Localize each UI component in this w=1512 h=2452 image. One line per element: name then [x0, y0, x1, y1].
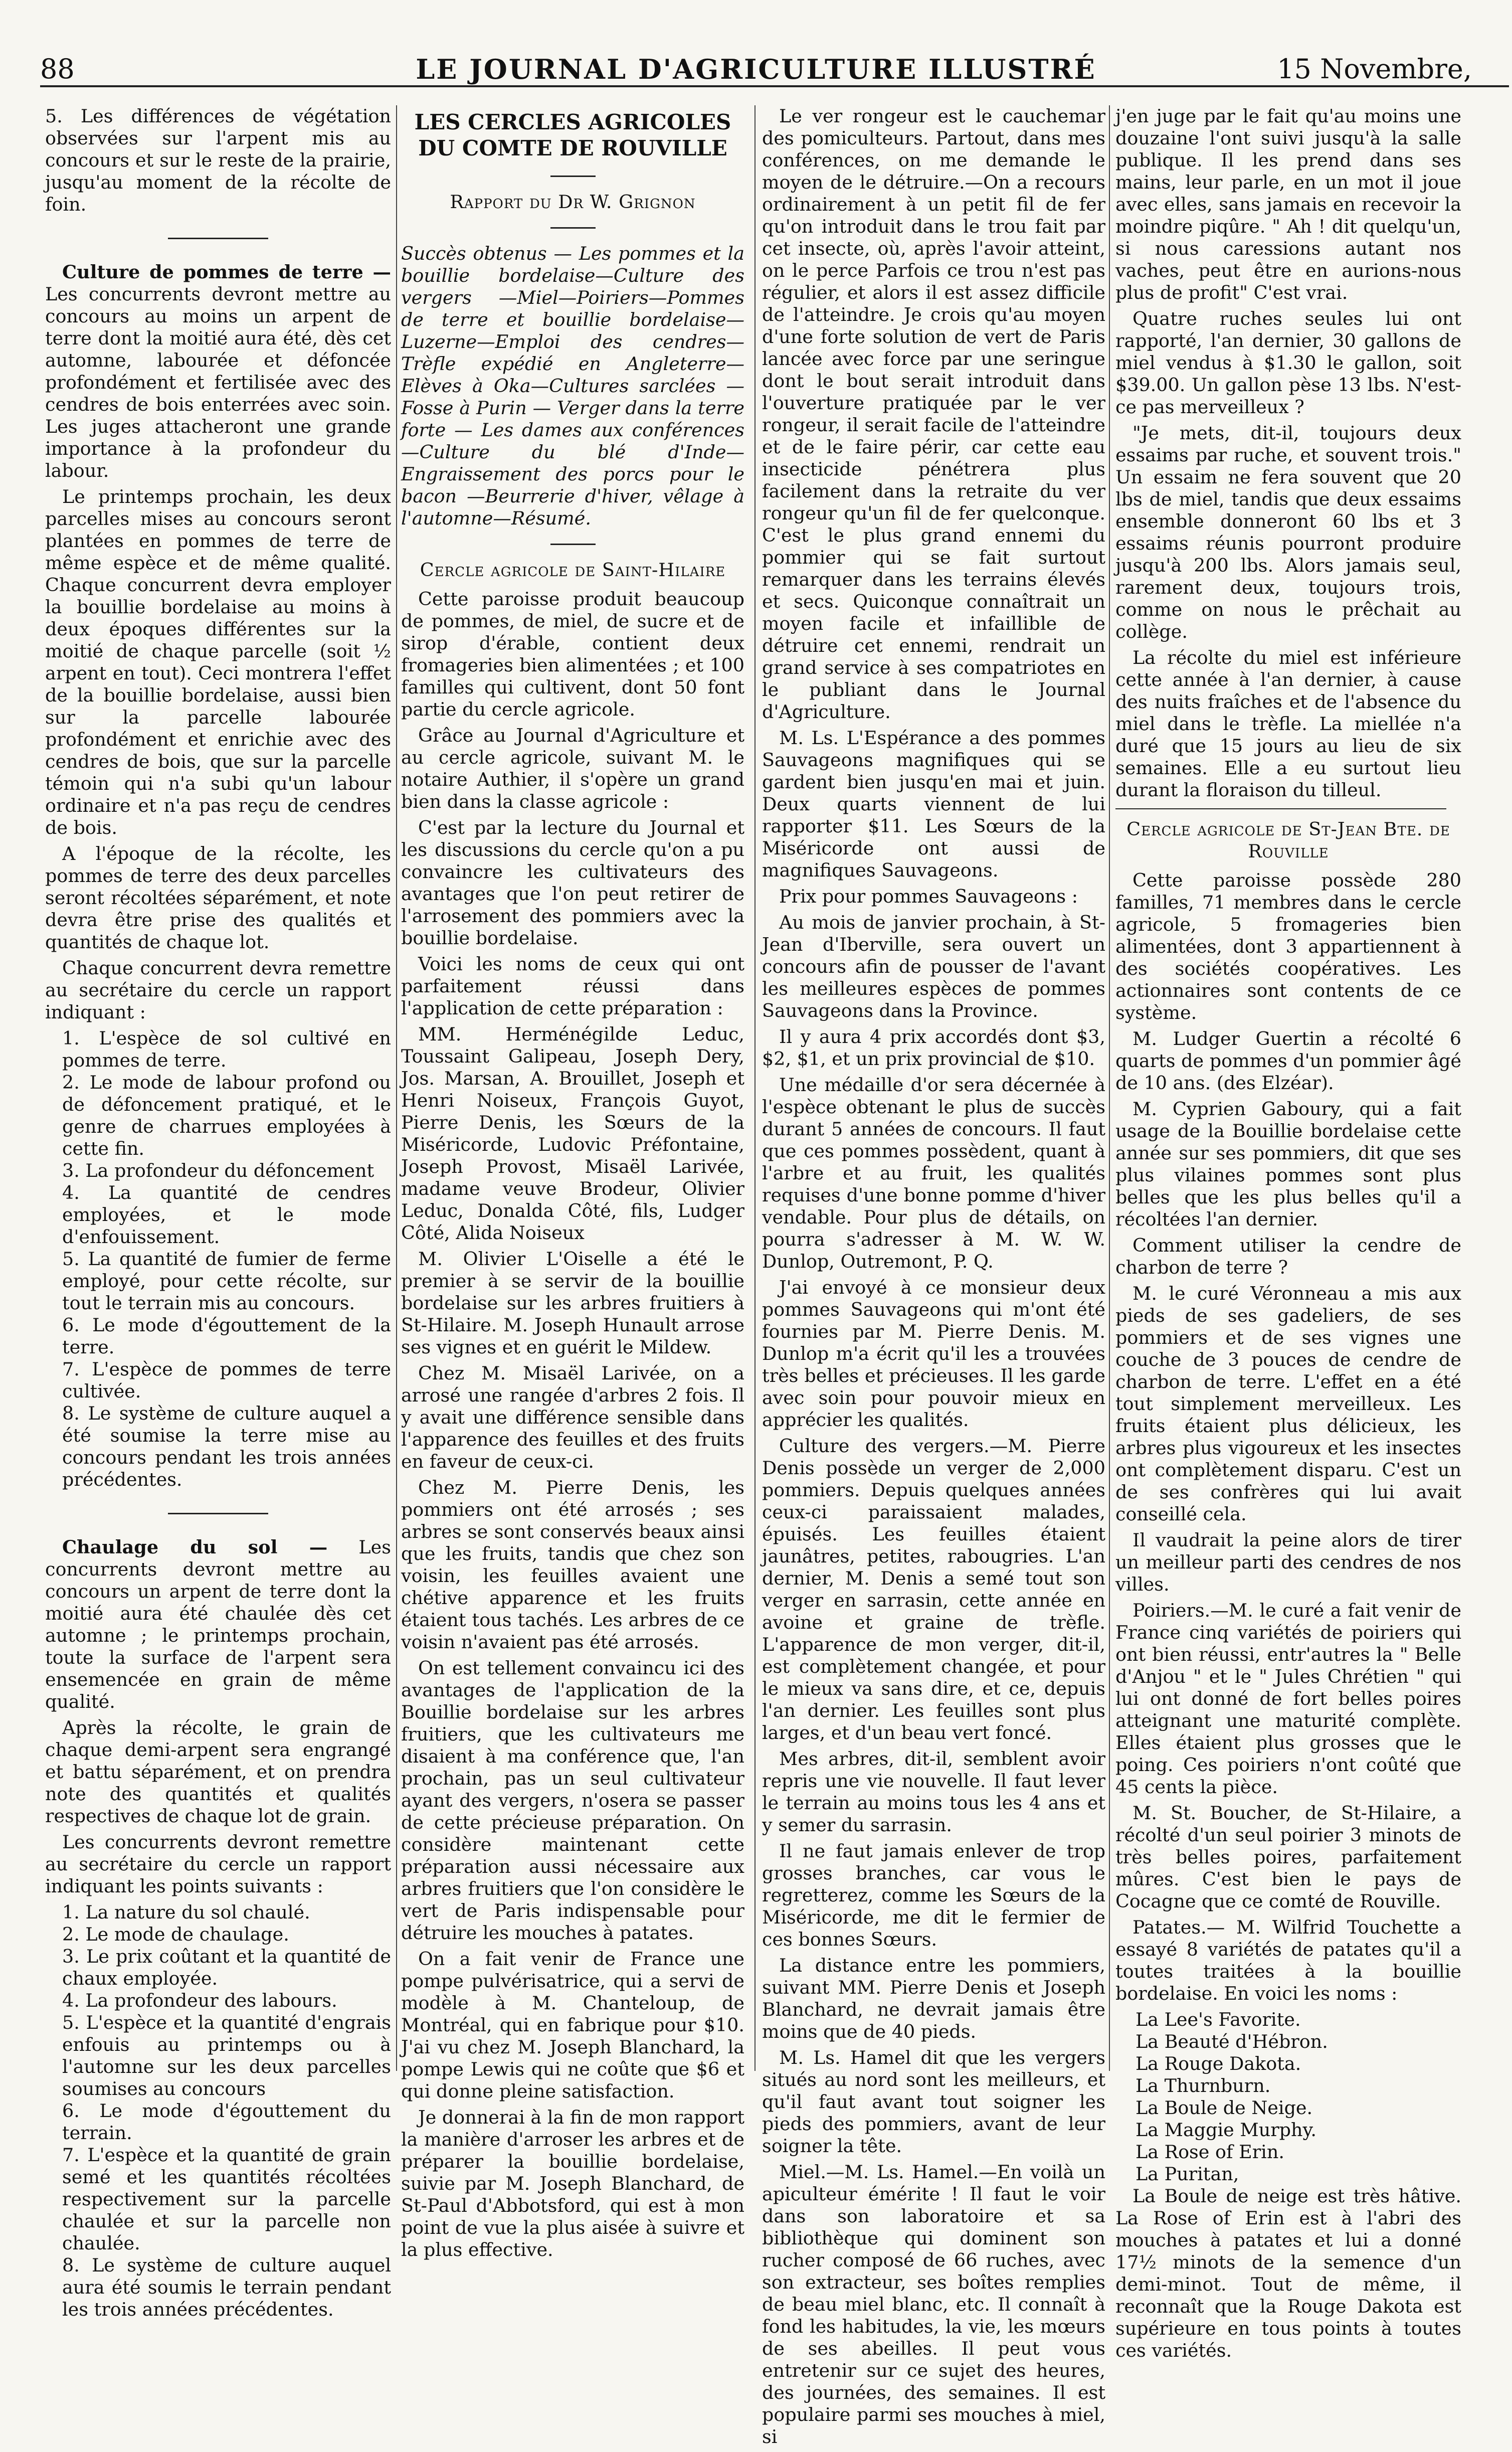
paragraph: M. Olivier L'Oiselle a été le premier à se servir de la bouillie bordelaise sur les arbres fruitiers à St-Hilaire. M. Joseph Hunault arrose ses vignes et en guérit le Mildew.	[401, 1248, 744, 1358]
column-3	[762, 105, 1105, 2452]
paragraph-text: Les concurrents devront mettre au concours au moins un arpent de terre dont la moitié aura été, dès cet automne, labourée et défoncée profondément et fertilisée avec des cendres de bois enterrées avec soin. Les juges attacheront une grande importance à la profondeur du labour.	[45, 283, 391, 481]
list-item: 7. L'espèce de pommes de terre cultivée.	[62, 1358, 391, 1402]
list-item: 4. La quantité de cendres employées, et le mode d'enfouissement.	[62, 1182, 391, 1248]
paragraph: M. St. Boucher, de St-Hilaire, a récolté d'un seul poirier 3 minots de très belles poires, parfaitement mûres. C'est bien le pays de Cocagne que ce comté de Rouville.	[1115, 1802, 1461, 1912]
paragraph: On est tellement convaincu ici des avantages de l'application de la Bouillie bordelaise sur les arbres fruitiers, que les cultivateurs me disaient à ma conférence que, l'an prochain, pas un seul cultivateur ayant des vergers, n'osera se passer de cette précieuse préparation. On considère maintenant cette préparation aussi nécessaire aux arbres fruitiers que l'on considère le vert de Paris indispensable pour détruire les mouches à patates.	[401, 1657, 744, 1944]
issue-date: 15 Novembre,	[1277, 53, 1472, 85]
list-item: 8. Le système de culture auquel aura été soumis le terrain pendant les trois années précédentes.	[62, 2254, 391, 2320]
paragraph: j'en juge par le fait qu'au moins une douzaine l'ont suivi jusqu'à la salle publique. Il les prend dans ses mains, leur parle, en un mot il joue avec elles, sans jamais en recevoir la moindre piqûre. " Ah ! dit quelqu'un, si nous caressions autant nos vaches, peut être en aurions-nous plus de profit" C'est vrai.	[1115, 105, 1461, 303]
column-divider	[1109, 105, 1110, 2071]
paragraph: Cette paroisse produit beaucoup de pommes, de miel, de sucre et de sirop d'érable, contient deux fromageries bien alimentées ; et 100 familles qui cultivent, dont 50 font partie du cercle agricole.	[401, 588, 744, 720]
section-heading: Cercle agricole de Saint-Hilaire	[420, 559, 726, 581]
paragraph: La récolte du miel est inférieure cette année à l'an dernier, à cause des nuits fraîches et de l'absence du miel dans le trèfle. La miellée n'a duré que 15 jours au lieu de six semaines. Elle a eu surtout lieu durant la floraison du tilleul.	[1115, 647, 1461, 801]
section-heading: Chaulage du sol —	[62, 1536, 328, 1558]
list-item: La Maggie Murphy.	[1136, 2119, 1316, 2141]
paragraph	[45, 261, 391, 482]
paragraph: M. Ls. L'Espérance a des pommes Sauvageons magnifiques qui se gardent bien jusqu'en mai et juin. Deux quarts viennent de lui rapporter $11. Les Sœurs de la Miséricorde ont aussi de magnifiques Sauvageons.	[762, 727, 1105, 881]
list-item: 6. Le mode d'égouttement du terrain.	[62, 2100, 391, 2144]
list-item: 6. Le mode d'égouttement de la terre.	[62, 1314, 391, 1358]
list-item: La Beauté d'Hébron.	[1136, 2031, 1328, 2052]
paragraph: 5. Les différences de végétation observées sur l'arpent mis au concours et sur le reste de la prairie, jusqu'au moment de la récolte de foin.	[45, 105, 391, 215]
byline-rule	[550, 227, 596, 229]
paragraph: C'est par la lecture du Journal et les discussions du cercle qu'on a pu convaincre les cultivateurs des avantages que l'on peut retirer de l'arrosement des pommiers avec la bouillie bordelaise.	[401, 817, 744, 949]
paragraph: Le printemps prochain, les deux parcelles mises au concours seront plantées en pommes de terre de même espèce et de même qualité. Chaque concurrent devra employer la bouillie bordelaise au moins à deux époques différentes sur la moitié de chaque parcelle (soit ½ arpent en tout). Ceci montrera l'effet de la bouillie bordelaise, aussi bien sur la parcelle labourée profondément et enrichie avec des cendres de bois, que sur la parcelle témoin qui n'a subi qu'un labour ordinaire et n'a pas reçu de cendres de bois.	[45, 486, 391, 838]
paragraph: Comment utiliser la cendre de charbon de terre ?	[1115, 1235, 1461, 1278]
paragraph-text: Les concurrents devront mettre au concours un arpent de terre dont la moitié aura été chaulée dès cet automne ; le printemps prochain, toute la surface de l'arpent sera ensemencée en grain de même qualité.	[45, 1536, 391, 1712]
paragraph: Chez M. Misaël Larivée, on a arrosé une rangée d'arbres 2 fois. Il y avait une différence sensible dans l'apparence des feuilles et des fruits en faveur de ceux-ci.	[401, 1362, 744, 1472]
paragraph: Quatre ruches seules lui ont rapporté, l'an dernier, 30 gallons de miel vendus à $1.30 le gallon, soit $39.00. Un gallon pèse 13 lbs. N'est-ce pas merveilleux ?	[1115, 308, 1461, 418]
paragraph: Après la récolte, le grain de chaque demi-arpent sera engrangé et battu séparément, et on prendra note des quantités et qualités respectives de chaque lot de grain.	[45, 1717, 391, 1827]
column-1	[45, 105, 391, 2321]
list-item: La Thurnburn.	[1136, 2075, 1271, 2096]
page-header	[40, 43, 1512, 86]
list-item: 7. L'espèce et la quantité de grain semé et les quantités récoltées respectivement sur la parcelle chaulée et sur la parcelle non chaulée.	[62, 2144, 391, 2254]
header-rule	[40, 85, 1509, 87]
list-item: La Rouge Dakota.	[1136, 2053, 1301, 2074]
paragraph: Chaque concurrent devra remettre au secrétaire du cercle un rapport indiquant :	[45, 957, 391, 1023]
paragraph: Une médaille d'or sera décernée à l'espèce obtenant le plus de succès durant 5 années de concours. Il faut que ces pommes possèdent, quant à l'arbre et au fruit, les qualités requises d'une bonne pomme d'hiver vendable. Pour plus de détails, on pourra s'adresser à M. W. W. Dunlop, Outremont, P. Q.	[762, 1074, 1105, 1272]
paragraph: M. Ludger Guertin a récolté 6 quarts de pommes d'un pommier âgé de 10 ans. (des Elzéar).	[1115, 1028, 1461, 1094]
section-rule	[168, 238, 268, 239]
page-number: 88	[40, 53, 75, 85]
paragraph: Les concurrents devront remettre au secrétaire du cercle un rapport indiquant les points suivants :	[45, 1831, 391, 1897]
list-item: La Puritan,	[1136, 2163, 1239, 2185]
paragraph	[45, 1536, 391, 1713]
list-item: 5. L'espèce et la quantité d'engrais enfouis au printemps ou à l'automne sur les deux parcelles soumises au concours	[62, 2012, 391, 2099]
paragraph: Au mois de janvier prochain, à St-Jean d'Iberville, sera ouvert un concours afin de pousser de l'avant les meilleures espèces de pommes Sauvageons dans la Province.	[762, 912, 1105, 1021]
section-rule	[1115, 808, 1446, 809]
paragraph: La distance entre les pommiers, suivant MM. Pierre Denis et Joseph Blanchard, ne devrait jamais être moins que de 40 pieds.	[762, 1955, 1105, 2042]
section-heading: Cercle agricole de St-Jean Bte. de Rouville	[1126, 818, 1450, 862]
paragraph: Il y aura 4 prix accordés dont $3, $2, $1, et un prix provincial de $10.	[762, 1026, 1105, 1070]
summary-rule	[550, 544, 596, 545]
paragraph: MM. Herménégilde Leduc, Toussaint Galipeau, Joseph Dery, Jos. Marsan, A. Brouillet, Joseph et Henri Noiseux, François Guyot, Pierre Denis, les Sœurs de la Miséricorde, Ludovic Préfontaine, Joseph Provost, Misaël Larivée, madame veuve Brodeur, Olivier Leduc, Donalda Côté, fils, Ludger Côté, Alida Noiseux	[401, 1023, 744, 1244]
paragraph: Il vaudrait la peine alors de tirer un meilleur parti des cendres de nos villes.	[1115, 1529, 1461, 1595]
column-divider	[396, 105, 397, 2071]
paragraph: J'ai envoyé à ce monsieur deux pommes Sauvageons qui m'ont été fournies par M. Pierre Denis. M. Dunlop m'a écrit qu'il les a trouvées très belles et précieuses. Il les garde avec soin pour pouvoir mieux en apprécier les qualités.	[762, 1277, 1105, 1431]
paragraph: "Je mets, dit-il, toujours deux essaims par ruche, et souvent trois." Un essaim ne fera souvent que 20 lbs de miel, tandis que deux essaims ensemble donneront 60 lbs et 3 essaims réunis pourront produire jusqu'à 200 lbs. Alors jamais seul, rarement deux, toujours trois, comme on nous le prêchait au collège.	[1115, 422, 1461, 642]
paragraph: Voici les noms de ceux qui ont parfaitement réussi dans l'application de cette préparation :	[401, 953, 744, 1019]
article-title: LES CERCLES AGRICOLES DU COMTE DE ROUVILLE	[414, 110, 731, 160]
list-item: La Boule de Neige.	[1136, 2097, 1313, 2119]
paragraph: M. Ls. Hamel dit que les vergers situés au nord sont les meilleurs, et qu'il faut avant tout soigner les pieds des pommiers, avant de leur soigner la tête.	[762, 2047, 1105, 2157]
paragraph: Prix pour pommes Sauvageons :	[779, 886, 1078, 907]
paragraph: Miel.—M. Ls. Hamel.—En voilà un apiculteur émérite ! Il faut le voir dans son laboratoire et sa bibliothèque qui dominent son rucher composé de 66 ruches, avec son extracteur, ses boîtes remplies de beau miel blanc, etc. Il connaît à fond les habitudes, la vie, les mœurs de ses abeilles. Il peut vous entretenir sur ce sujet des heures, des journées, des semaines. Il est populaire parmi ses mouches à miel, si	[762, 2161, 1105, 2447]
list-item: 3. La profondeur du défoncement	[62, 1160, 374, 1181]
paragraph: M. Cyprien Gaboury, qui a fait usage de la Bouillie bordelaise cette année sur ses pommiers, dit que ses plus vilaines pommes sont plus belles que les plus belles qu'il a récoltées l'an dernier.	[1115, 1098, 1461, 1230]
paragraph: Cette paroisse possède 280 familles, 71 membres dans le cercle agricole, 5 fromageries bien alimentées, dont 3 appartiennent à des sociétés coopératives. Les actionnaires sont contents de ce système.	[1115, 869, 1461, 1023]
paragraph: M. le curé Véronneau a mis aux pieds de ses gadeliers, de ses pommiers et de ses vignes une couche de 3 pouces de cendre de charbon de terre. L'effet en a été tout simplement merveilleux. Les fruits étaient plus délicieux, les arbres plus vigoureux et les insectes ont complètement disparu. C'est un de ses confrères qui lui avait conseillé cela.	[1115, 1283, 1461, 1525]
potato-variety-list	[1136, 2009, 1461, 2185]
paragraph: A l'époque de la récolte, les pommes de terre des deux parcelles seront récoltées séparément, et note devra être prise des qualités et quantités de chaque lot.	[45, 843, 391, 953]
list-item: 1. L'espèce de sol cultivé en pommes de terre.	[62, 1027, 391, 1071]
list-item: 1. La nature du sol chaulé.	[62, 1901, 310, 1923]
list-item: 3. Le prix coûtant et la quantité de chaux employée.	[62, 1946, 391, 1989]
paragraph: On a fait venir de France une pompe pulvérisatrice, qui a servi de modèle à M. Chanteloup, de Montréal, qui en fabrique pour $10. J'ai vu chez M. Joseph Blanchard, la pompe Lewis qui ne coûte que $6 et qui donne pleine satisfaction.	[401, 1948, 744, 2102]
list-item: La Lee's Favorite.	[1136, 2009, 1301, 2030]
paragraph: La Boule de neige est très hâtive. La Rose of Erin est à l'abri des mouches à patates et lui a donné 17½ minots de la semence d'un demi-minot. Tout de même, il reconnaît que la Rouge Dakota est supérieure en tous points à toutes ces variétés.	[1115, 2185, 1461, 2361]
requirements-list	[62, 1027, 391, 1491]
column-4	[1115, 105, 1461, 2366]
paragraph: Chez M. Pierre Denis, les pommiers ont été arrosés ; ses arbres se sont conservés beaux ainsi que les fruits, tandis que chez son voisin, les feuilles avaient une chétive apparence et les fruits étaient tous tachés. Les arbres de ce voisin n'avaient pas été arrosés.	[401, 1477, 744, 1653]
requirements-list	[62, 1901, 391, 2321]
paragraph: Culture des vergers.—M. Pierre Denis possède un verger de 2,000 pommiers. Depuis quelques années ceux-ci paraissaient malades, épuisés. Les feuilles étaient jaunâtres, petites, rabougries. L'an dernier, M. Denis a semé tout son verger en sarrasin, cette année en avoine et graine de trèfle. L'apparence de mon verger, dit-il, est complètement changée, et pour le mieux va sans dire, et ce, depuis l'an dernier. Les feuilles sont plus larges, et d'un beau vert foncé.	[762, 1435, 1105, 1743]
journal-title: LE JOURNAL D'AGRICULTURE ILLUSTRÉ	[416, 53, 1096, 85]
column-2	[401, 105, 744, 2265]
paragraph: Grâce au Journal d'Agriculture et au cercle agricole, suivant M. le notaire Authier, il s'opère un grand bien dans la classe agricole :	[401, 725, 744, 812]
list-item: La Rose of Erin.	[1136, 2141, 1284, 2163]
title-rule	[550, 176, 596, 177]
list-item: 5. La quantité de fumier de ferme employé, pour cette récolte, sur tout le terrain mis au concours.	[62, 1248, 391, 1314]
article-summary: Succès obtenus — Les pommes et la bouillie bordelaise—Culture des vergers —Miel—Poiriers—Pommes de terre et bouillie bordelaise—Luzerne—Emploi des cendres— Trèfle expédié en Angleterre—Elèves à Oka—Cultures sarclées — Fosse à Purin — Verger dans la terre forte — Les dames aux conférences—Culture du blé d'Inde—Engraissement des porcs pour le bacon —Beurrerie d'hiver, vêlage à l'automne—Résumé.	[401, 243, 744, 529]
paragraph: Mes arbres, dit-il, semblent avoir repris une vie nouvelle. Il faut lever le terrain au moins tous les 4 ans et y semer du sarrasin.	[762, 1748, 1105, 1836]
paragraph: Patates.— M. Wilfrid Touchette a essayé 8 variétés de patates qu'il a toutes traitées à la bouillie bordelaise. En voici les noms :	[1115, 1916, 1461, 2004]
list-item: 2. Le mode de chaulage.	[62, 1923, 289, 1945]
column-divider	[754, 105, 755, 2071]
paragraph: Le ver rongeur est le cauchemar des pomiculteurs. Partout, dans mes conférences, on me demande le moyen de le détruire.—On a recours ordinairement à un petit fil de fer qu'on introduit dans le trou fait par cet insecte, où, après l'avoir atteint, on le perce Parfois ce trou n'est pas régulier, et alors il est assez difficile de l'atteindre. Je crois qu'au moyen d'une forte solution de vert de Paris lancée avec force par une seringue dont le bout serait introduit dans l'ouverture pratiquée par le ver rongeur, il serait facile de l'atteindre et de le faire périr, car cette eau insecticide pénétrera plus facilement dans la retraite du ver rongeur qu'un fil de fer quelconque. C'est le plus grand ennemi du pommier qui se fait surtout remarquer dans les terrains élevés et secs. Quiconque connaîtrait un moyen facile et infaillible de détruire cet ennemi, rendrait un grand service à ses compatriotes en le publiant dans le Journal d'Agriculture.	[762, 105, 1105, 723]
list-item: 2. Le mode de labour profond ou de défoncement pratiqué, et le genre de charrues employées à cette fin.	[62, 1072, 391, 1159]
paragraph: Je donnerai à la fin de mon rapport la manière d'arroser les arbres et de préparer la bouillie bordelaise, suivie par M. Joseph Blanchard, de St-Paul d'Abbotsford, qui est à mon point de vue la plus aisée à suivre et la plus effective.	[401, 2107, 744, 2260]
section-heading: Culture de pommes de terre —	[62, 261, 391, 283]
section-rule	[168, 1513, 268, 1514]
article-byline: Rapport du Dr W. Grignon	[450, 191, 696, 213]
list-item: 8. Le système de culture auquel a été soumise la terre mise au concours pendant les trois années précédentes.	[62, 1403, 391, 1490]
paragraph: Poiriers.—M. le curé a fait venir de France cinq variétés de poiriers qui ont bien réussi, entr'autres la " Belle d'Anjou " et le " Jules Chrétien " qui lui ont donné de fort belles poires atteignant une maturité complète. Elles étaient plus grosses que le poing. Ces poiriers n'ont coûté que 45 cents la pièce.	[1115, 1600, 1461, 1798]
list-item: 4. La profondeur des labours.	[62, 1990, 337, 2011]
paragraph: Il ne faut jamais enlever de trop grosses branches, car vous le regretterez, comme les Sœurs de la Miséricorde, me dit le fermier de ces bonnes Sœurs.	[762, 1840, 1105, 1950]
